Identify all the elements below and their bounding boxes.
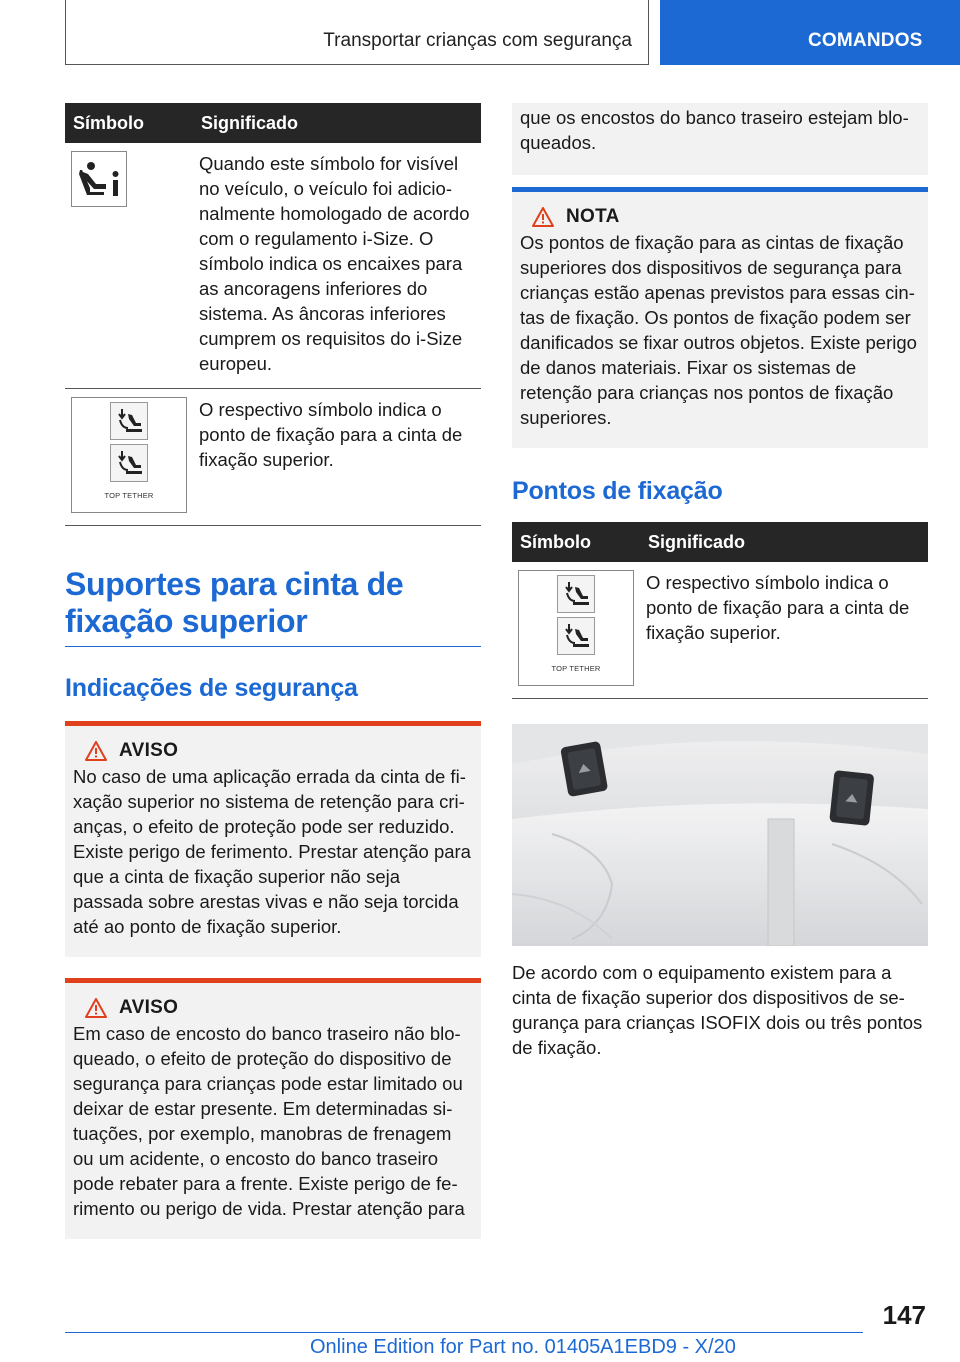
top-tether-label: TOP TETHER xyxy=(104,491,154,500)
pontos-title: Pontos de fixação xyxy=(512,477,723,505)
warning-continuation-text: que os encostos do banco traseiro estejam bloqueados. xyxy=(520,107,909,153)
footer-divider xyxy=(65,1332,863,1333)
warning-text: No caso de uma aplicação errada da cinta de fixação superior no sistema de retenção para crianças, o efeito de proteção pode ser reduzido. Existe perigo de ferimento. Prestar atenção para que a cinta de fixação superior não seja passada sobre arestas vivas e não seja torcida até ao ponto de fixação superior. xyxy=(73,766,471,937)
rear-seat-photo xyxy=(512,724,928,946)
right-column xyxy=(512,103,928,1060)
table-row xyxy=(65,389,481,526)
photo-caption: De acordo com o equipamento existem para a cinta de fixação superior dos dispositivos de segurança para crianças ISOFIX dois ou três pontos de fixação. xyxy=(512,962,923,1058)
warning-box xyxy=(65,978,481,1239)
top-tether-label: TOP TETHER xyxy=(551,664,601,673)
table-cell-symbol xyxy=(65,143,193,389)
warning-title: AVISO xyxy=(119,740,179,761)
header-chapter-box xyxy=(65,0,649,65)
isize-seat-icon xyxy=(71,151,127,207)
warning-triangle-icon xyxy=(85,741,107,761)
top-tether-icon xyxy=(71,397,187,513)
note-title: NOTA xyxy=(566,206,620,227)
section-title: Suportes para cinta de fixação superior xyxy=(65,566,481,647)
warning-text: Em caso de encosto do banco traseiro não bloqueado, o efeito de proteção do dispositivo de segurança para crianças pode estar limitado ou deixar de estar presente. Em determinadas situações, por exemplo, manobras de frenagem ou um acidente, o encosto do banco traseiro pode rebater para a frente. Existe perigo de ferimento ou perigo de vida. Prestar atenção para xyxy=(73,1023,465,1219)
section-label: COMANDOS xyxy=(808,30,923,51)
warning-triangle-icon xyxy=(85,998,107,1018)
warning-continuation-box xyxy=(512,103,928,175)
tether-anchor-icon xyxy=(557,575,595,613)
table-header-row xyxy=(512,522,928,562)
table-cell-meaning: O respectivo símbolo indica o ponto de fixação para a cinta de fixação superior. xyxy=(640,562,928,699)
note-box xyxy=(512,187,928,448)
table-cell-meaning: Quando este símbolo for visível no veículo, o veículo foi adicionalmente homologado de acordo com o regulamento i-Size. O símbolo indica os encaixes para as ancoragens inferiores do sistema. As âncoras inferiores cumprem os requisitos do i-Size europeu. xyxy=(193,143,481,389)
table-cell-meaning: O respectivo símbolo indica o ponto de fixação para a cinta de fixação superior. xyxy=(193,389,481,526)
footer-edition: Online Edition for Part no. 01405A1EBD9 - X/20 xyxy=(310,1336,736,1358)
symbol-table xyxy=(65,103,481,526)
table-cell-symbol xyxy=(512,562,640,699)
tether-anchor-icon xyxy=(557,617,595,655)
table-header-symbol: Símbolo xyxy=(512,522,640,562)
top-tether-icon xyxy=(518,570,634,686)
note-triangle-icon xyxy=(532,207,554,227)
warning-title: AVISO xyxy=(119,997,179,1018)
table-header-meaning: Significado xyxy=(193,103,481,143)
table-header-symbol: Símbolo xyxy=(65,103,193,143)
subsection-title: Indicações de segurança xyxy=(65,674,358,702)
warning-box xyxy=(65,721,481,957)
note-text: Os pontos de fixação para as cintas de fixação superiores dos dispositivos de segurança para crianças estão apenas previstos para essas cintas de fixação. Os pontos de fixação podem ser danificados se fixar outros objetos. Existe perigo de danos materiais. Fixar os sistemas de retenção para crianças nos pontos de fixação superiores. xyxy=(520,232,917,428)
table-cell-symbol xyxy=(65,389,193,526)
page-number: 147 xyxy=(882,1300,926,1330)
table-header-row xyxy=(65,103,481,143)
table-header-meaning: Significado xyxy=(640,522,928,562)
table-row xyxy=(512,562,928,699)
header-section-box xyxy=(660,0,960,65)
pontos-table xyxy=(512,522,928,699)
tether-anchor-icon xyxy=(110,402,148,440)
left-column xyxy=(65,103,481,1239)
table-row xyxy=(65,143,481,389)
tether-anchor-icon xyxy=(110,444,148,482)
chapter-title: Transportar crianças com segurança xyxy=(323,30,632,51)
